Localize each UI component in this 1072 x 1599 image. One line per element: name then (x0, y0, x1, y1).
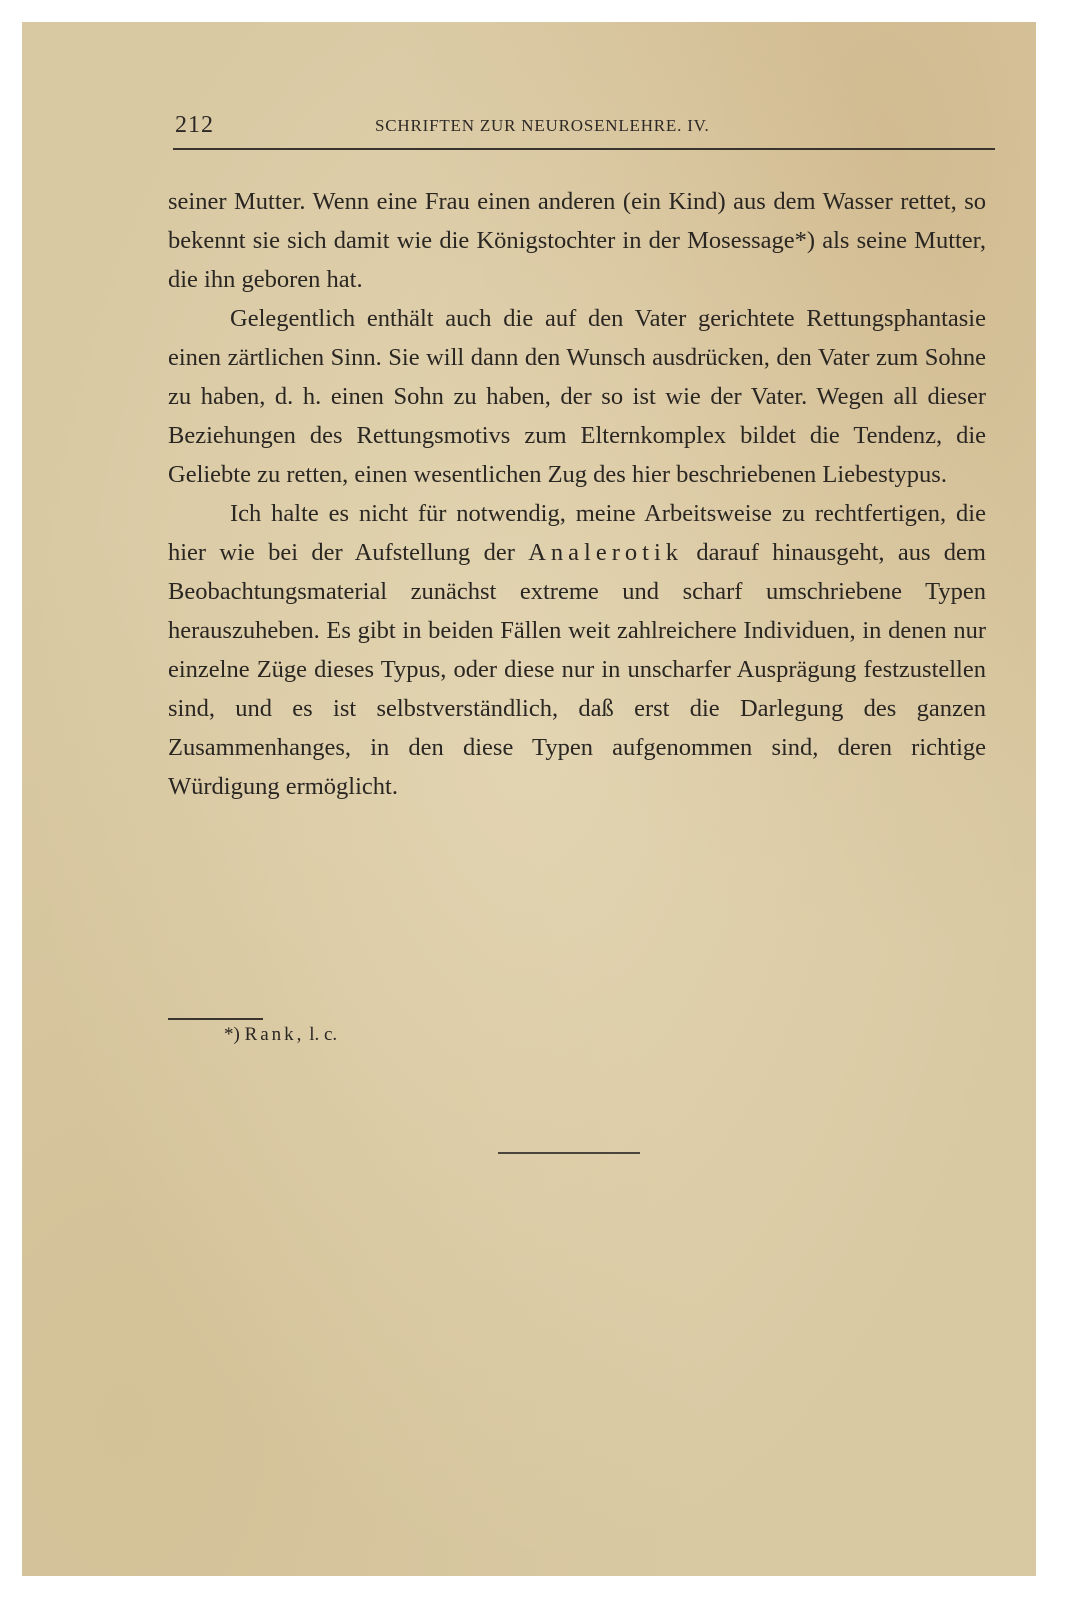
paragraph-1: seiner Mutter. Wenn eine Frau einen anderen (ein Kind) aus dem Wasser rettet, so bekennt sie sich damit wie die Königstochter in der Mosessage*) als seine Mutter, die ihn geboren hat. (168, 188, 986, 293)
running-head: SCHRIFTEN ZUR NEUROSENLEHRE. IV. (375, 116, 710, 135)
body-text (168, 182, 986, 806)
paragraph-3-part-2: darauf hinausgeht, aus dem Beobachtungsmaterial zunächst extreme und scharf umschriebene Typen herauszuheben. Es gibt in beiden Fällen weit zahlreichere Individuen, in denen nur einzelne Züge dieses Typus, oder diese nur in unscharfer Ausprägung festzustellen sind, und es ist selbstverständlich, daß erst die Darlegung des ganzen Zusammenhanges, in den diese Typen aufgenommen sind, deren richtige Würdigung ermöglicht. (168, 539, 986, 800)
end-rule (498, 1152, 640, 1154)
footnote-author: Rank, (244, 1024, 305, 1045)
page-number: 212 (175, 112, 214, 138)
footnote (224, 1024, 337, 1046)
header-rule (173, 148, 995, 150)
paragraph-2: Gelegentlich enthält auch die auf den Vater gerichtete Rettungsphantasie einen zärtlichen Sinn. Sie will dann den Wunsch ausdrücken, den Vater zum Sohne zu haben, d. h. einen Sohn zu haben, der so ist wie der Vater. Wegen all dieser Beziehungen des Rettungsmotivs zum Elternkomplex bildet die Tendenz, die Geliebte zu retten, einen wesentlichen Zug des hier beschriebenen Liebestypus. (168, 305, 986, 488)
paragraph-3-part-1: Ich halte es nicht für notwendig, meine Arbeitsweise zu rechtfertigen, die hier wie bei der Aufstellung der (168, 500, 986, 566)
paragraph-3 (168, 494, 986, 806)
footnote-reference: l. c. (309, 1024, 338, 1045)
emphasized-term: Analerotik (528, 539, 684, 566)
footnote-marker: *) (224, 1024, 240, 1045)
footnote-rule (168, 1018, 263, 1020)
page-header (175, 112, 995, 152)
